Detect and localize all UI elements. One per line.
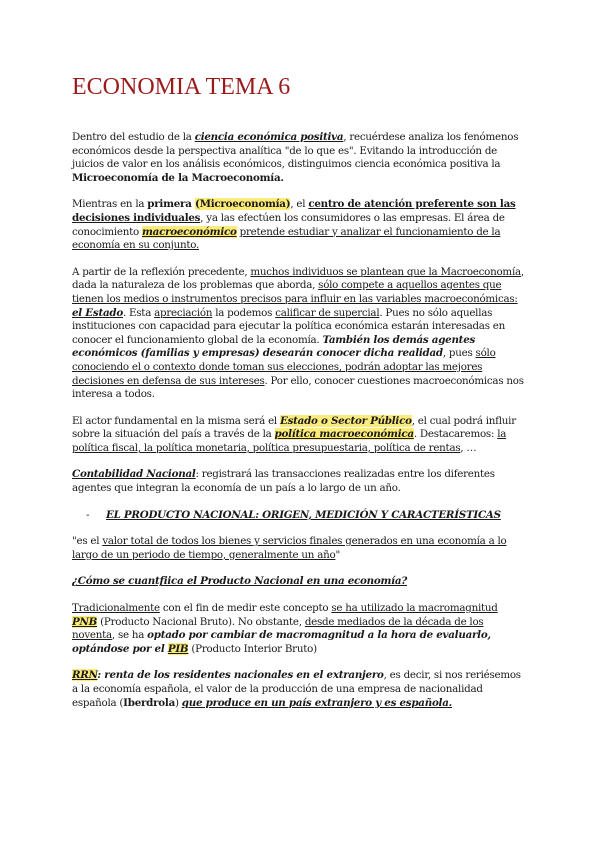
text-underlined: Tradicionalmente [72, 602, 160, 615]
paragraph-reflexion [72, 266, 524, 402]
text: "es el [72, 535, 103, 548]
paragraph-intro [72, 131, 524, 185]
text-underlined: se ha utilizado la macromagnitud [331, 602, 498, 615]
paragraph-estado [72, 415, 524, 456]
text: , ya las efectúen los consumidores o las empresas. El área de conocimiento [72, 211, 505, 238]
text: . Esta [122, 306, 155, 319]
text-underlined: muchos individuos se plantean que la Macroeconomía [250, 265, 521, 278]
text: ) [175, 696, 182, 709]
text: , el cual podrá influir sobre la situación del país a través de la [72, 414, 516, 441]
section-heading: EL PRODUCTO NACIONAL: ORIGEN, MEDICIÓN Y CARACTERÍSTICAS [106, 508, 501, 521]
text: . Por ello, conocer cuestiones macroeconómicas nos interesa a todos. [72, 374, 524, 401]
term-pnb: PNB [72, 615, 98, 628]
text: : registrará las transacciones realizadas entre los diferentes agentes que integran la economía de un país a lo largo de un año. [72, 468, 495, 495]
text: , recuérdese analiza los fenómenos económicos desde la perspectiva analítica "de lo que es". Evitando la introducción de juicios de valor en los análisis económicos, distinguimos ciencia económica positiva la [72, 131, 519, 171]
text: , … [460, 441, 477, 454]
text: la podemos [212, 306, 276, 319]
bullet-dash: - [86, 508, 90, 521]
text: (Producto Interior Bruto) [188, 642, 317, 655]
term-iberdrola: Iberdrola [123, 696, 175, 709]
text: . Pues no sólo aquellas instituciones con capacidad para ejecutar la política económica estarán interesadas en conocer el funcionamiento global de la economía. [72, 306, 505, 346]
text: , es decir, si nos reriésemos a la economía española, el valor de la producción de una empresa de nacionalidad española ( [72, 669, 521, 709]
term-contabilidad-nacional: Contabilidad Nacional [72, 468, 196, 481]
term-el-estado: el Estado [72, 306, 123, 319]
term-primera: primera [147, 198, 195, 211]
term-micro-macro: Microeconomía de la Macroeconomía. [72, 171, 284, 184]
text-underlined: calificar de supercial [275, 306, 380, 319]
paragraph-pregunta [72, 575, 524, 589]
page-title: ECONOMIA TEMA 6 [72, 74, 291, 100]
term-ciencia-positiva: ciencia económica positiva [194, 131, 344, 143]
text-underlined: valor total de todos los bienes y servicios finales generados en una economía a lo largo de un periodo de tiempo, generalmente un año [72, 535, 507, 561]
text-underlined: pretende estudiar y analizar el funcionamiento de la economía en su conjunto. [72, 225, 501, 252]
text: " [335, 548, 340, 561]
text: , dada la naturaleza de los problemas que aborda, [72, 265, 524, 292]
term-pib: PIB [167, 642, 189, 655]
text: A partir de la reflexión precedente, [72, 265, 251, 278]
term-produce-extranjero: que produce en un país extranjero y es española. [181, 696, 452, 709]
text-underlined: desde mediados de la década de los noventa [72, 615, 484, 642]
paragraph-definicion [72, 535, 524, 562]
text: . Destacaremos: [413, 428, 498, 441]
text: Dentro del estudio de la [72, 131, 195, 143]
question-heading: ¿Cómo se cuantfiica el Producto Nacional en una economía? [72, 575, 408, 588]
term-renta-residentes: : renta de los residentes nacionales en el extranjero [97, 669, 384, 682]
text: Mientras en la [72, 198, 148, 211]
paragraph-contabilidad [72, 468, 524, 495]
text-underlined: sólo conociendo el o contexto donde toman sus elecciones, podrán adoptar las mejores decisiones en defensa de sus intereses [72, 347, 496, 387]
term-centro-atencion: centro de atención preferente son las decisiones individuales [72, 198, 516, 224]
term-microeconomia: (Microeconomía) [194, 198, 291, 211]
text-underlined: apreciación [154, 306, 213, 319]
paragraph-rrn [72, 669, 524, 710]
text: con el fin de medir este concepto [159, 602, 332, 615]
term-politica-macro: política macroeconómica [274, 428, 414, 441]
text: , pues [442, 347, 476, 360]
text: , el [290, 198, 309, 211]
paragraph-micro [72, 198, 524, 252]
term-sector-publico: Estado o Sector Público [280, 414, 412, 427]
term-optado: optado por cambiar de macromagnitud a la hora de evaluarlo, optándose por el [72, 629, 491, 655]
text-underlined: la política fiscal, la política monetaria, política presupuestaria, política de rentas [72, 428, 507, 454]
term-demas-agentes: También los demás agentes económicos (familias y empresas) desearán conocer dicha realidad [72, 333, 476, 360]
term-rrn: RRN [72, 669, 98, 682]
text-underlined: sólo compete a aquellos agentes que tienen los medios o instrumentos precisos para influir en las variables macroeconómicas: [72, 279, 518, 305]
term-macroeconomico: macroeconómico [142, 225, 237, 238]
text: , se ha [111, 629, 148, 642]
text: El actor fundamental en la misma será el [72, 414, 281, 427]
paragraph-pnb-pib [72, 602, 524, 656]
bullet-heading [86, 509, 524, 523]
text: (Producto Nacional Bruto). No obstante, [97, 615, 305, 628]
document-body [72, 131, 524, 723]
